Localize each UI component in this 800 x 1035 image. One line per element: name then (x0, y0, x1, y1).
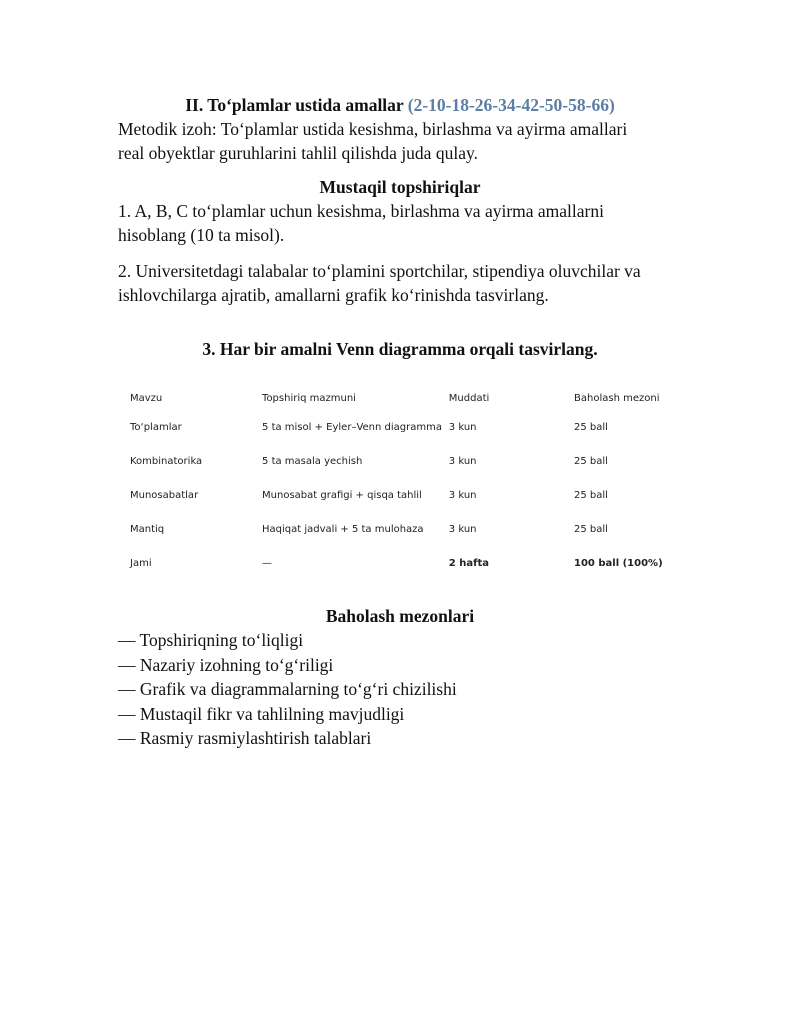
task-3: 3. Har bir amalni Venn diagramma orqali tasvirlang. (202, 339, 598, 359)
table-cell: Haqiqat jadvali + 5 ta mulohaza (262, 523, 424, 535)
table-row (130, 512, 682, 546)
table-cell: 25 ball (574, 421, 608, 433)
table-cell: 2 hafta (448, 557, 489, 569)
list-item: — Topshiriqning to‘liqligi (118, 630, 304, 650)
tasks-heading: Mustaqil topshiriqlar (319, 177, 481, 197)
list-item: — Rasmiy rasmiylashtirish talablari (118, 728, 372, 748)
table-cell: 3 kun (448, 489, 477, 501)
tasks-table (130, 386, 682, 580)
section-title-text: II. To‘plamlar ustida amallar (185, 95, 404, 115)
table-cell: — (262, 557, 273, 569)
criteria-list (118, 628, 682, 751)
table-header: Baholash mezoni (574, 392, 660, 404)
table-cell: 25 ball (574, 523, 608, 535)
method-note-line-1: Metodik izoh: To‘plamlar ustida kesishma, birlashma va ayirma amallari (118, 119, 628, 139)
table-cell: 3 kun (448, 421, 477, 433)
criteria-title: Baholash mezonlari (325, 606, 475, 626)
task-1-line-1: 1. A, B, C to‘plamlar uchun kesishma, birlashma va ayirma amallarni (118, 201, 604, 221)
table-header: Muddati (448, 392, 490, 404)
table-cell: 25 ball (574, 489, 608, 501)
table-cell: 3 kun (448, 455, 477, 467)
table-header: Mavzu (130, 392, 163, 404)
section-reference: (2-10-18-26-34-42-50-58-66) (407, 95, 615, 115)
list-item: — Grafik va diagrammalarning to‘g‘ri chizilishi (118, 679, 457, 699)
task-2 (118, 259, 682, 307)
task-2-line-1: 2. Universitetdagi talabalar to‘plamini sportchilar, stipendiya oluvchilar va (118, 261, 641, 281)
table-cell: Munosabat grafigi + qisqa tahlil (262, 489, 422, 501)
list-item: — Mustaqil fikr va tahlilning mavjudligi (118, 703, 405, 724)
table-row (130, 478, 682, 512)
table-cell: Jami (130, 557, 152, 569)
table-cell: 5 ta misol + Eyler–Venn diagramma (262, 421, 442, 433)
table-total-row (130, 546, 682, 580)
table-cell: 100 ball (100%) (574, 557, 663, 569)
table-cell: To‘plamlar (130, 421, 182, 433)
table-cell: 3 kun (448, 523, 477, 535)
table-header-row (130, 386, 682, 410)
list-item: — Nazariy izohning to‘g‘riligi (118, 654, 334, 675)
method-note-line-2: real obyektlar guruhlarini tahlil qilishda juda qulay. (118, 143, 478, 163)
table-cell: 25 ball (574, 455, 608, 467)
task-1 (118, 199, 682, 247)
table-row (130, 410, 682, 444)
table-row (130, 444, 682, 478)
table-cell: Mantiq (130, 523, 165, 535)
table-cell: Kombinatorika (130, 455, 203, 467)
task-2-line-2: ishlovchilarga ajratib, amallarni grafik ko‘rinishda tasvirlang. (118, 285, 549, 305)
table-cell: Munosabatlar (130, 489, 199, 501)
task-1-line-2: hisoblang (10 ta misol). (118, 225, 285, 245)
table-cell: 5 ta masala yechish (262, 455, 363, 467)
table-header: Topshiriq mazmuni (262, 392, 356, 404)
section-title (118, 93, 682, 117)
method-note (118, 117, 682, 165)
document-page (118, 93, 682, 751)
